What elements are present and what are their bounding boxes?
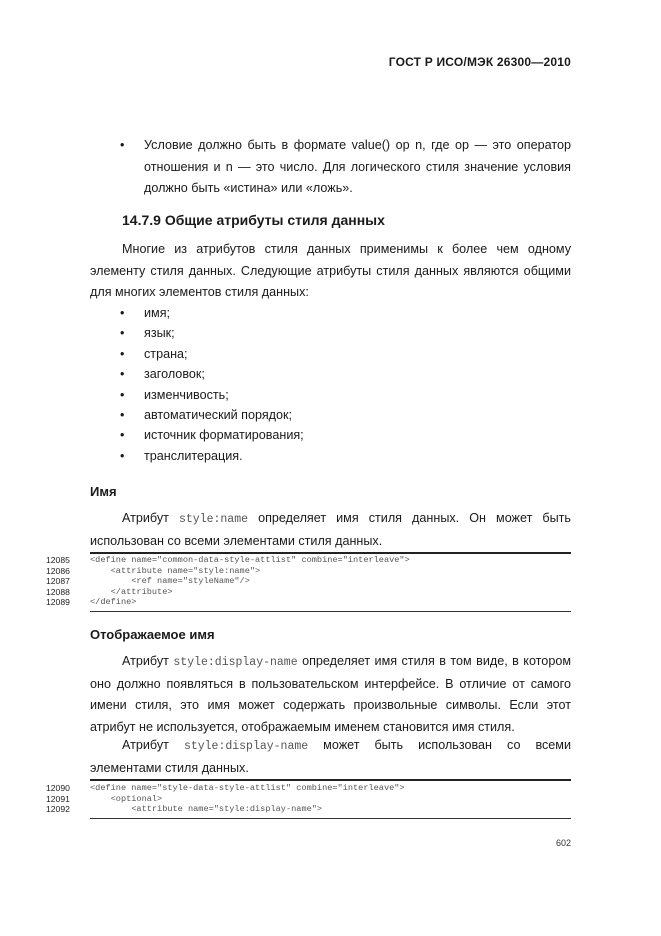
code-line-number: 12085 (46, 555, 70, 565)
list-item-label: страна; (144, 346, 188, 361)
name-attr-code: style:name (179, 513, 249, 526)
bullet-dot: • (120, 346, 125, 361)
code-line: <define name="style-data-style-attlist" combine="interleave"> (90, 783, 405, 793)
bullet-dot: • (120, 326, 125, 341)
bullet-dot: • (120, 387, 125, 402)
code-line-number: 12089 (46, 597, 70, 608)
code-line: <ref name="styleName"/> (90, 576, 250, 587)
section-paragraph: Многие из атрибутов стиля данных применимы к более чем одному элементу стиля данных. Следующие атрибуты стиля данных являются общими для многих элементов стиля данных: (90, 242, 571, 299)
display-name-paragraph-1 (90, 651, 571, 738)
list-item-label: изменчивость; (144, 387, 229, 402)
code-top-rule-1 (90, 552, 571, 554)
list-item-label: заголовок; (144, 367, 205, 382)
section-heading: 14.7.9 Общие атрибуты стиля данных (122, 212, 385, 228)
bullet-dot: • (120, 428, 125, 443)
code-bottom-rule-2 (90, 818, 571, 819)
bullet-dot: • (120, 367, 125, 382)
name-paragraph (90, 508, 571, 552)
document-header: ГОСТ Р ИСО/МЭК 26300—2010 (388, 55, 571, 69)
code-line: <optional> (90, 793, 163, 804)
bullet-dot: • (120, 138, 125, 152)
code-line: </attribute> (90, 586, 173, 597)
list-item-label: транслитерация. (144, 448, 243, 463)
dn-p2-after: может быть использован со всеми элементами стиля данных. (90, 738, 571, 775)
dn-p1-attr-code: style:display-name (173, 656, 298, 669)
dn-p2-attr-code: style:display-name (183, 740, 309, 753)
code-line: <attribute name="style:display-name"> (90, 804, 323, 815)
list-item-label: автоматический порядок; (144, 408, 293, 422)
list-item-label: имя; (144, 306, 171, 320)
code-line-number: 12091 (46, 793, 70, 804)
code-line-number: 12090 (46, 783, 70, 793)
name-heading: Имя (90, 484, 117, 499)
code-line-number: 12088 (46, 586, 70, 597)
bullet-dot: • (120, 306, 125, 320)
code-line: <define name="common-data-style-attlist" combine="interleave"> (90, 555, 410, 565)
code-line-number: 12086 (46, 565, 70, 576)
page-number: 602 (555, 838, 571, 848)
name-para-after: определяет имя стиля данных. Он может быть использован со всеми элементами стиля данных. (90, 511, 571, 548)
name-para-before: Атрибут (122, 511, 179, 525)
code-line-number: 12087 (46, 576, 70, 587)
bullet-dot: • (120, 408, 125, 422)
list-item-label: язык; (144, 326, 175, 341)
code-bottom-rule-1 (90, 611, 571, 612)
dn-p1-after: определяет имя стиля в том виде, в котором оно должно появляться в пользовательском интерфейсе. В отличие от самого имени стиля, это имя может содержать произвольные символы. Если этот атрибут не используется, отображаемым именем становится имя стиля. (90, 654, 571, 734)
intro-bullet-text: Условие должно быть в формате value() op n, где op — это оператор отношения и n — это число. Для логического стиля значение условия должно быть «истина» или «ложь». (144, 138, 571, 195)
display-name-heading: Отображаемое имя (90, 627, 215, 642)
bullet-dot: • (120, 448, 125, 463)
code-top-rule-2 (90, 779, 571, 781)
code-line: <attribute name="style:name"> (90, 565, 261, 576)
code-line-number: 12092 (46, 804, 70, 815)
display-name-paragraph-2 (90, 735, 571, 779)
dn-p1-before: Атрибут (122, 654, 174, 668)
list-item-label: источник форматирования; (144, 428, 304, 443)
code-line: </define> (90, 597, 137, 608)
dn-p2-before: Атрибут (122, 738, 184, 752)
